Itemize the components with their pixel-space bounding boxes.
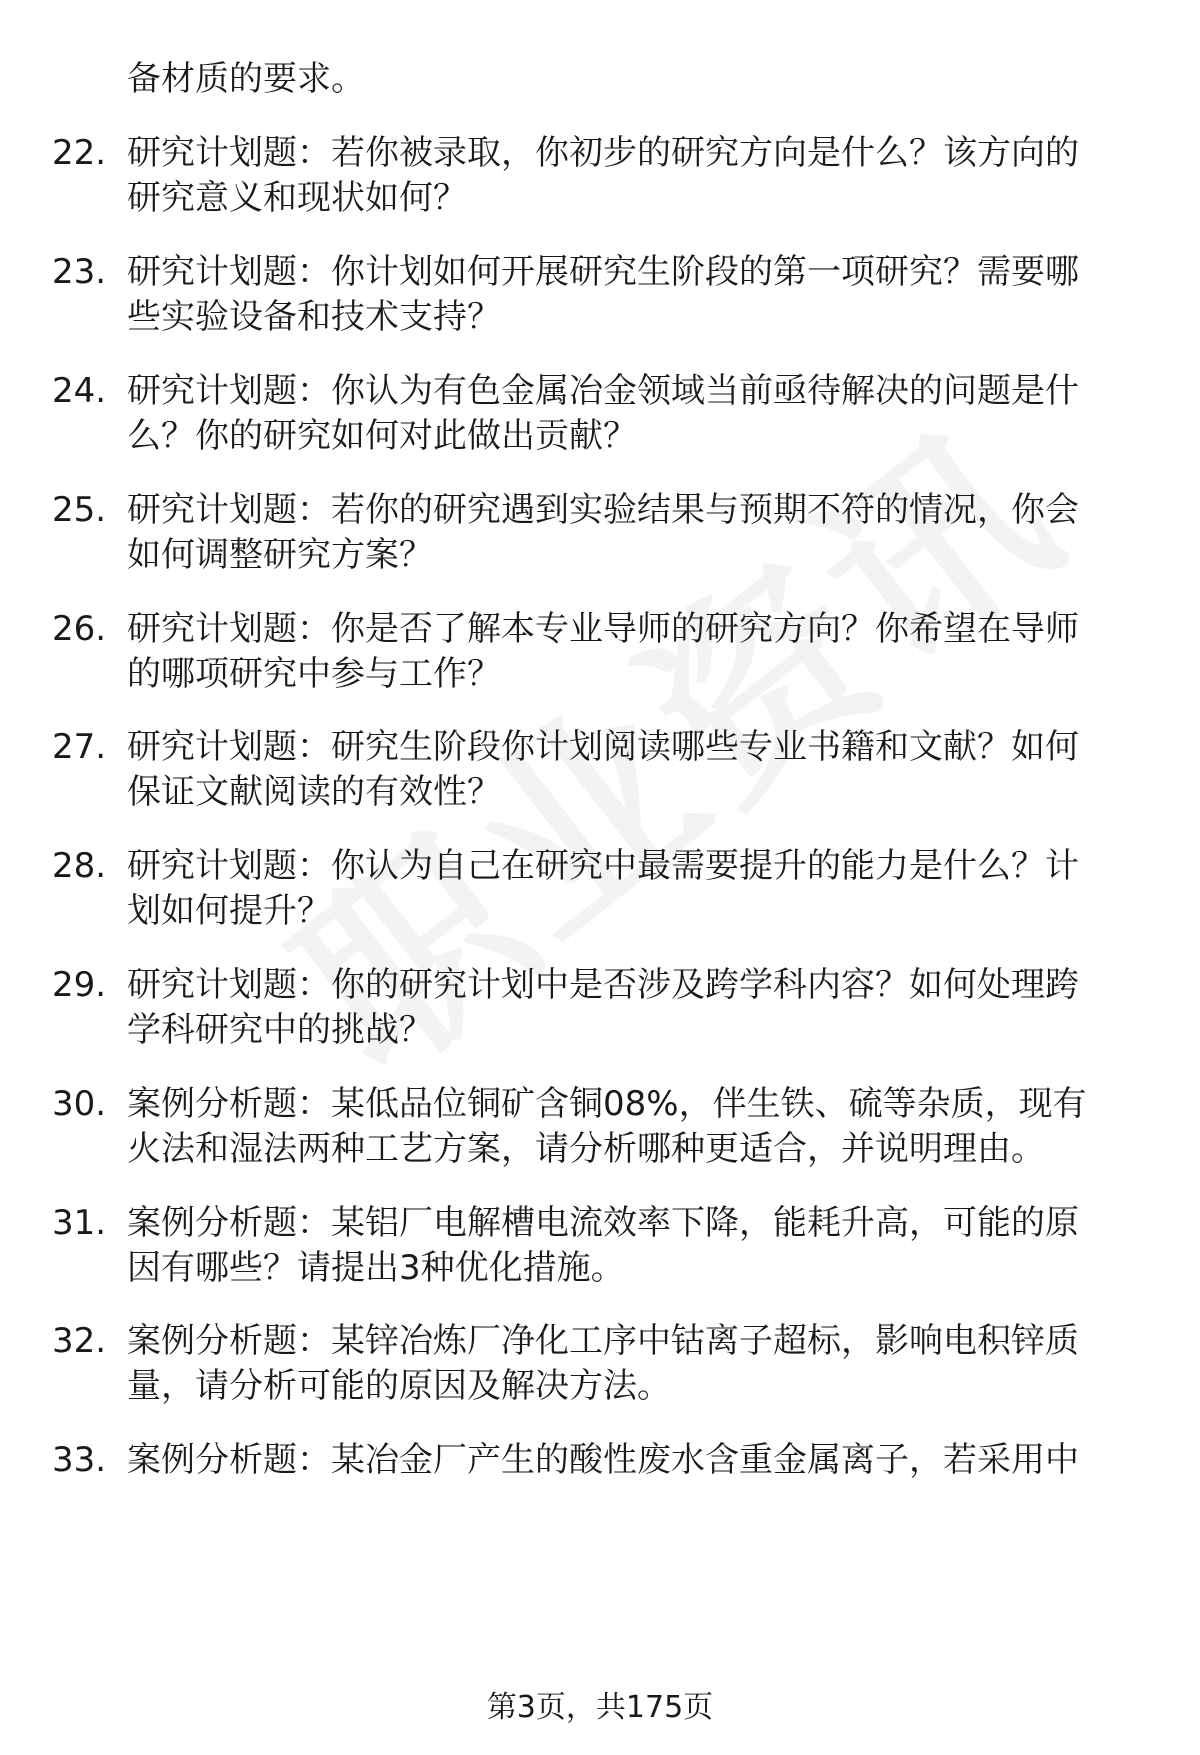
item-number: 22. [52, 133, 107, 173]
item-number: 32. [52, 1321, 107, 1361]
item-line: 研究计划题：研究生阶段你计划阅读哪些专业书籍和文献？如何 [127, 727, 1079, 767]
item-number: 29. [52, 965, 107, 1005]
item-line: 火法和湿法两种工艺方案，请分析哪种更适合，并说明理由。 [127, 1129, 1045, 1169]
item-line: 的哪项研究中参与工作？ [127, 654, 501, 694]
item-line: 案例分析题：某铝厂电解槽电流效率下降，能耗升高，可能的原 [127, 1203, 1079, 1243]
item-number: 23. [52, 252, 107, 292]
intro-tail-line: 备材质的要求。 [127, 59, 365, 99]
item-line: 案例分析题：某低品位铜矿含铜08%，伴生铁、硫等杂质，现有 [127, 1084, 1087, 1124]
item-number: 31. [52, 1203, 107, 1243]
item-line: 研究计划题：你的研究计划中是否涉及跨学科内容？如何处理跨 [127, 965, 1079, 1005]
page-footer: 第3页，共175页 [486, 1690, 714, 1725]
item-line: 案例分析题：某锌冶炼厂净化工序中钴离子超标，影响电积锌质 [127, 1321, 1079, 1361]
item-line: 研究计划题：你是否了解本专业导师的研究方向？你希望在导师 [127, 609, 1079, 649]
item-number: 25. [52, 490, 107, 530]
item-line: 案例分析题：某冶金厂产生的酸性废水含重金属离子，若采用中 [127, 1440, 1079, 1480]
item-line: 研究计划题：你认为自己在研究中最需要提升的能力是什么？计 [127, 846, 1079, 886]
item-line: 么？你的研究如何对此做出贡献？ [127, 416, 637, 456]
item-line: 些实验设备和技术支持？ [127, 297, 501, 337]
item-line: 量，请分析可能的原因及解决方法。 [127, 1366, 671, 1406]
item-line: 研究意义和现状如何？ [127, 178, 467, 218]
item-line: 如何调整研究方案？ [127, 535, 433, 575]
item-number: 27. [52, 727, 107, 767]
item-number: 33. [52, 1440, 107, 1480]
item-line: 研究计划题：若你的研究遇到实验结果与预期不符的情况，你会 [127, 490, 1079, 530]
item-number: 24. [52, 371, 107, 411]
item-line: 研究计划题：你认为有色金属冶金领域当前亟待解决的问题是什 [127, 371, 1079, 411]
item-line: 研究计划题：你计划如何开展研究生阶段的第一项研究？需要哪 [127, 252, 1079, 292]
item-line: 学科研究中的挑战？ [127, 1010, 433, 1050]
item-line: 保证文献阅读的有效性？ [127, 772, 501, 812]
item-line: 因有哪些？请提出3种优化措施。 [127, 1248, 625, 1288]
item-line: 研究计划题：若你被录取，你初步的研究方向是什么？该方向的 [127, 133, 1079, 173]
item-line: 划如何提升？ [127, 891, 331, 931]
item-number: 28. [52, 846, 107, 886]
item-number: 26. [52, 609, 107, 649]
item-number: 30. [52, 1084, 107, 1124]
